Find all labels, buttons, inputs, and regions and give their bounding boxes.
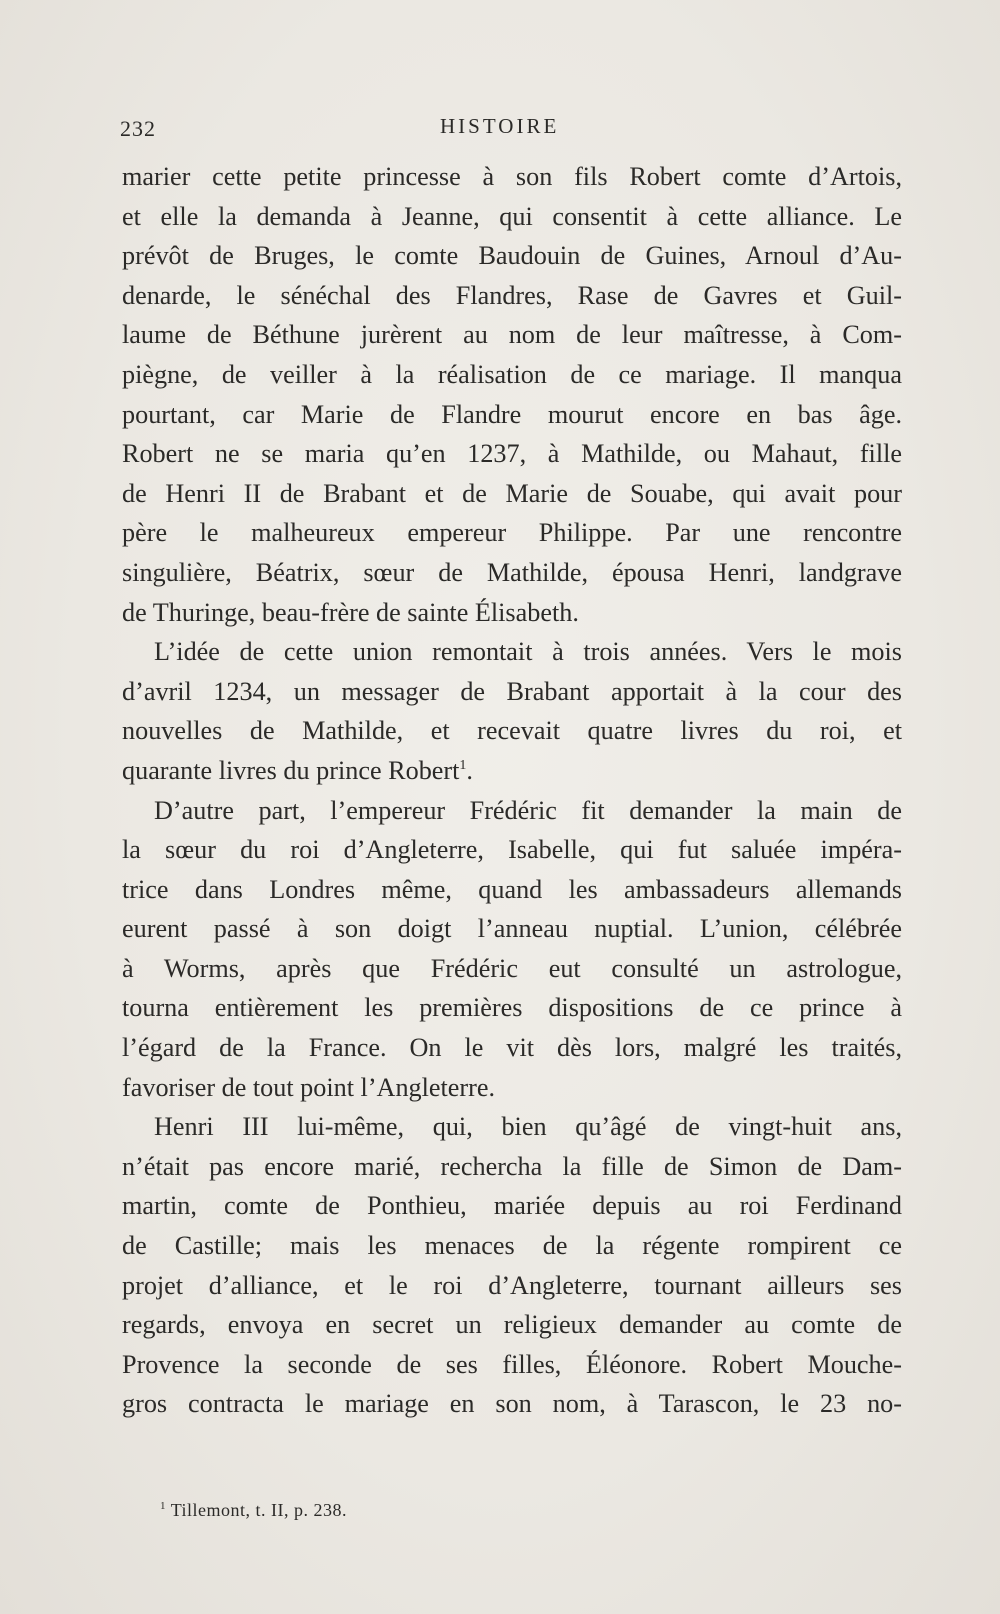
footnote xyxy=(160,1500,347,1521)
text-line: L’idée de cette union remontait à trois années. Vers le mois xyxy=(154,637,902,667)
text-line: à Worms, après que Frédéric eut consulté un astrologue, xyxy=(122,953,902,983)
text-line: regards, envoya en secret un religieux demander au comte de xyxy=(122,1310,902,1340)
text-line: Provence la seconde de ses filles, Éléonore. Robert Mouche- xyxy=(122,1349,902,1379)
text-line: de Castille; mais les menaces de la régente rompirent ce xyxy=(122,1231,902,1261)
text-line: la sœur du roi d’Angleterre, Isabelle, qui fut saluée impéra- xyxy=(122,835,902,865)
running-head xyxy=(120,112,900,146)
text-line: favoriser de tout point l’Angleterre. xyxy=(122,1072,496,1102)
text-line: de Henri II de Brabant et de Marie de Souabe, qui avait pour xyxy=(122,478,902,508)
page-number: 232 xyxy=(120,116,156,141)
text-line: prévôt de Bruges, le comte Baudouin de Guines, Arnoul d’Au- xyxy=(122,241,902,271)
text-line: D’autre part, l’empereur Frédéric fit demander la main de xyxy=(154,795,902,825)
text-line: eurent passé à son doigt l’anneau nuptial. L’union, célébrée xyxy=(122,914,902,944)
text-line: d’avril 1234, un messager de Brabant apportait à la cour des xyxy=(122,676,902,706)
text-line: trice dans Londres même, quand les ambassadeurs allemands xyxy=(122,874,902,904)
text-line: l’égard de la France. On le vit dès lors, malgré les traités, xyxy=(122,1033,902,1063)
running-title: HISTOIRE xyxy=(440,114,560,138)
footnote-text: Tillemont, t. II, p. 238. xyxy=(170,1500,348,1520)
footnote-marker: 1 xyxy=(160,1500,166,1512)
footnote-reference[interactable]: 1 xyxy=(459,757,467,773)
text-line: gros contracta le mariage en son nom, à Tarascon, le 23 no- xyxy=(122,1389,902,1419)
text-line: piègne, de veiller à la réalisation de ce mariage. Il manqua xyxy=(122,359,902,389)
text-line: Robert ne se maria qu’en 1237, à Mathilde, ou Mahaut, fille xyxy=(122,439,902,469)
text-line-with-note xyxy=(122,751,902,791)
text-line: singulière, Béatrix, sœur de Mathilde, épousa Henri, landgrave xyxy=(122,557,902,587)
text-line: marier cette petite princesse à son fils Robert comte d’Artois, xyxy=(122,162,902,191)
body-text xyxy=(122,157,902,1424)
text-line: laume de Béthune jurèrent au nom de leur maîtresse, à Com- xyxy=(122,320,902,350)
line-end-punctuation: . xyxy=(466,755,473,785)
text-line: pourtant, car Marie de Flandre mourut encore en bas âge. xyxy=(122,399,902,429)
text-line: projet d’alliance, et le roi d’Angleterre, tournant ailleurs ses xyxy=(122,1270,902,1300)
text-line: nouvelles de Mathilde, et recevait quatre livres du roi, et xyxy=(122,716,902,746)
text-line: Henri III lui-même, qui, bien qu’âgé de vingt-huit ans, xyxy=(154,1112,902,1142)
text-line: martin, comte de Ponthieu, mariée depuis au roi Ferdinand xyxy=(122,1191,902,1221)
text-line: denarde, le sénéchal des Flandres, Rase de Gavres et Guil- xyxy=(122,280,902,310)
text-line: quarante livres du prince Robert xyxy=(122,755,460,785)
text-line: de Thuringe, beau-frère de sainte Élisabeth. xyxy=(122,597,579,627)
text-line: n’était pas encore marié, rechercha la fille de Simon de Dam- xyxy=(122,1151,902,1181)
text-line: et elle la demanda à Jeanne, qui consentit à cette alliance. Le xyxy=(122,201,902,231)
text-line: tourna entièrement les premières dispositions de ce prince à xyxy=(122,993,902,1023)
text-line: père le malheureux empereur Philippe. Par une rencontre xyxy=(122,518,902,548)
